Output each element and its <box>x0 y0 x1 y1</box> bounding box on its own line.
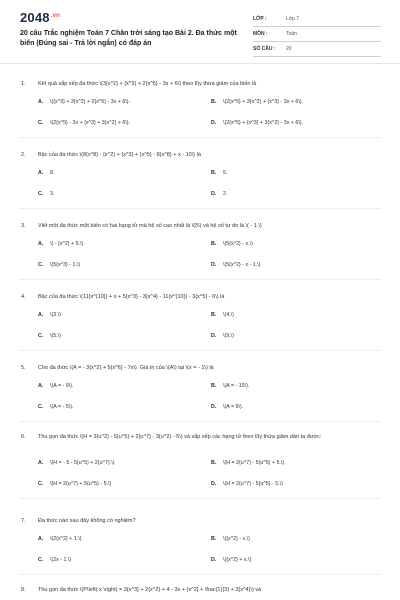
option-text: \(3.\) <box>50 312 61 318</box>
answer-option-d[interactable] <box>211 557 251 563</box>
option-letter: B. <box>211 460 217 466</box>
meta-row-count <box>253 42 381 57</box>
option-text: \(4.\) <box>223 312 234 318</box>
option-text: \(9.\) <box>223 333 234 339</box>
option-text: \(H = 2{u^7} - 5{u^5} - 5.\) <box>223 481 283 487</box>
question-heading <box>21 433 381 442</box>
meta-row-class <box>253 12 381 27</box>
page-title: 20 câu Trắc nghiệm Toán 7 Chân trời sáng tạo Bài 2. Đa thức một biến (Đúng sai - Trả lời ngắn) có đáp án <box>20 30 237 47</box>
meta-row-subject <box>253 27 381 42</box>
option-letter: A. <box>38 460 44 466</box>
answer-option-c[interactable] <box>38 191 54 197</box>
option-letter: B. <box>211 383 217 389</box>
header-divider <box>0 63 400 64</box>
meta-value: 20 <box>286 46 292 52</box>
answer-option-c[interactable] <box>38 262 80 268</box>
option-text: 8. <box>50 170 55 176</box>
answer-option-a[interactable] <box>38 170 54 176</box>
question-separator <box>19 574 381 575</box>
answer-option-d[interactable] <box>211 120 303 126</box>
option-text: \({x^2} + x.\) <box>223 557 252 563</box>
question-number: 8. <box>21 587 26 593</box>
option-text: \( - {x^2} + 5.\) <box>50 241 84 247</box>
question-heading <box>21 364 381 373</box>
meta-label: LỚP : <box>253 16 267 22</box>
answer-option-b[interactable] <box>211 312 234 318</box>
question-text: Bậc của đa thức \(11{x^{10}} + x + 5{x^3} - 3{x^4} - 11{x^{10}} - 3{x^5} - 6\) là <box>38 294 225 300</box>
question-heading <box>21 222 381 231</box>
option-text: \(2{x^5} - 3x + {x^3} + 3{x^2} + 6\). <box>50 120 131 126</box>
question-separator <box>19 350 381 351</box>
option-text: \(H = 2{u^7} + 5{u^5} - 5.\) <box>50 481 112 487</box>
meta-value: Toán <box>286 31 297 37</box>
option-text: \(A = - 9\). <box>50 383 74 389</box>
option-text: \(5.\) <box>50 333 61 339</box>
question-separator <box>19 208 381 209</box>
option-letter: A. <box>38 99 44 105</box>
option-letter: A. <box>38 312 44 318</box>
question-number: 7. <box>21 518 26 524</box>
question-text: Cho đa thức \(A = - 3{x^2} + 5{x^6} - 7x\). Giá trị của \(A\) tại \(x = - 1\) là <box>38 365 214 371</box>
option-letter: C. <box>38 481 44 487</box>
option-text: \({x^3} + 3{x^2} + 2{x^5} - 3x + 6\). <box>50 99 131 105</box>
question-separator <box>19 498 381 499</box>
answer-option-d[interactable] <box>211 191 227 197</box>
option-text: \(A = - 5\). <box>50 404 74 410</box>
page-header <box>0 0 400 62</box>
answer-option-d[interactable] <box>211 481 283 487</box>
option-letter: C. <box>38 404 44 410</box>
option-letter: D. <box>211 262 217 268</box>
option-text: \(H = 2{u^7} - 5{u^5} + 5.\) <box>223 460 285 466</box>
option-text: 2. <box>223 191 228 197</box>
question-number: 2. <box>21 152 26 158</box>
option-text: \(5{x^3} - 1.\) <box>50 262 81 268</box>
question-heading <box>21 80 381 89</box>
option-letter: A. <box>38 241 44 247</box>
meta-table <box>253 12 381 57</box>
answer-option-b[interactable] <box>211 99 303 105</box>
question-separator <box>19 279 381 280</box>
question-text: Viết một đa thức một biến có hai hạng tử mà hệ số cao nhất là \(5\) và hệ số tự do là \( - 1.\) <box>38 223 262 229</box>
option-letter: C. <box>38 333 44 339</box>
option-letter: C. <box>38 120 44 126</box>
question-number: 5. <box>21 365 26 371</box>
option-letter: C. <box>38 191 44 197</box>
answer-option-a[interactable] <box>38 241 83 247</box>
question-text: Đa thức nào sau đây không có nghiệm? <box>38 518 136 524</box>
site-logo[interactable]: $2048^{.vn}$ <box>20 10 61 25</box>
answer-option-a[interactable] <box>38 460 114 466</box>
option-text: \(5{x^2} - x - 1.\) <box>223 262 261 268</box>
option-letter: A. <box>38 383 44 389</box>
option-text: \(2{x^5} + 3{x^2} + {x^3} - 3x + 6\). <box>223 99 304 105</box>
meta-label: MÔN : <box>253 31 268 37</box>
option-letter: D. <box>211 191 217 197</box>
option-letter: C. <box>38 262 44 268</box>
option-letter: B. <box>211 99 217 105</box>
answer-option-b[interactable] <box>211 241 253 247</box>
option-letter: A. <box>38 536 44 542</box>
option-text: \(5{x^2} - x.\) <box>223 241 253 247</box>
question-number: 6. <box>21 434 26 440</box>
answer-option-c[interactable] <box>38 120 130 126</box>
option-text: \(A = 9\). <box>223 404 244 410</box>
option-letter: A. <box>38 170 44 176</box>
question-text: Thu gọn đa thức \(H = 3{u^2} - 5{u^5} + 2{u^7} - 3{u^2} - 5\) và sắp xếp các hạng tử theo lũy thừa giảm dần ta được: <box>38 434 322 440</box>
answer-option-a[interactable] <box>38 312 61 318</box>
option-text: \(2{x^2} + 1.\) <box>50 536 82 542</box>
option-letter: B. <box>211 536 217 542</box>
option-text: 5. <box>223 170 228 176</box>
question-number: 3. <box>21 223 26 229</box>
option-letter: D. <box>211 481 217 487</box>
option-letter: D. <box>211 404 217 410</box>
option-letter: D. <box>211 557 217 563</box>
answer-option-b[interactable] <box>211 460 284 466</box>
question-text: Kết quả sắp xếp đa thức \(3{x^2} + {x^3} + 2{x^5} - 3x + 6\) theo lũy thừa giảm của biến là <box>38 81 257 87</box>
option-text: \({x^2} - x.\) <box>223 536 250 542</box>
question-number: 1. <box>21 81 26 87</box>
question-number: 4. <box>21 294 26 300</box>
question-text: Bậc của đa thức \(8{x^8} - {x^2} + {x^3} + {x^5} - 8{x^8} + x - 10\) là <box>38 152 201 158</box>
option-letter: B. <box>211 241 217 247</box>
answer-option-d[interactable] <box>211 262 261 268</box>
answer-option-c[interactable] <box>38 333 61 339</box>
answer-option-c[interactable] <box>38 557 71 563</box>
question-separator <box>19 137 381 138</box>
option-letter: D. <box>211 120 217 126</box>
answer-option-a[interactable] <box>38 536 82 542</box>
question-text: Thu gọn đa thức \(P\left( x \right) = 3{x^3} + 2{x^2} + 4 - 3x + {x^2} + \frac{1}{3} + 3{x^4}\) và <box>38 587 262 593</box>
answer-option-a[interactable] <box>38 99 130 105</box>
answer-option-c[interactable] <box>38 404 73 410</box>
question-heading <box>21 586 381 595</box>
answer-option-c[interactable] <box>38 481 111 487</box>
meta-value: Lớp 7 <box>286 16 300 22</box>
question-heading <box>21 151 381 160</box>
answer-option-b[interactable] <box>211 170 227 176</box>
answer-option-b[interactable] <box>211 383 249 389</box>
option-text: 3. <box>50 191 55 197</box>
question-heading <box>21 293 381 302</box>
answer-option-d[interactable] <box>211 333 234 339</box>
option-letter: B. <box>211 170 217 176</box>
option-text: \(2x - 1.\) <box>50 557 72 563</box>
answer-option-b[interactable] <box>211 536 250 542</box>
option-letter: B. <box>211 312 217 318</box>
option-text: \(2{x^5} + {x^3} + 3{x^2} - 3x + 6\). <box>223 120 304 126</box>
option-text: \(A = - 15\). <box>223 383 250 389</box>
answer-option-a[interactable] <box>38 383 73 389</box>
question-heading <box>21 517 381 526</box>
option-letter: D. <box>211 333 217 339</box>
answer-option-d[interactable] <box>211 404 243 410</box>
option-text: \(H = - 5 - 5{u^5} + 2{u^7}.\) <box>50 460 115 466</box>
option-letter: C. <box>38 557 44 563</box>
question-separator <box>19 421 381 422</box>
meta-label: SỐ CÂU : <box>253 46 276 52</box>
